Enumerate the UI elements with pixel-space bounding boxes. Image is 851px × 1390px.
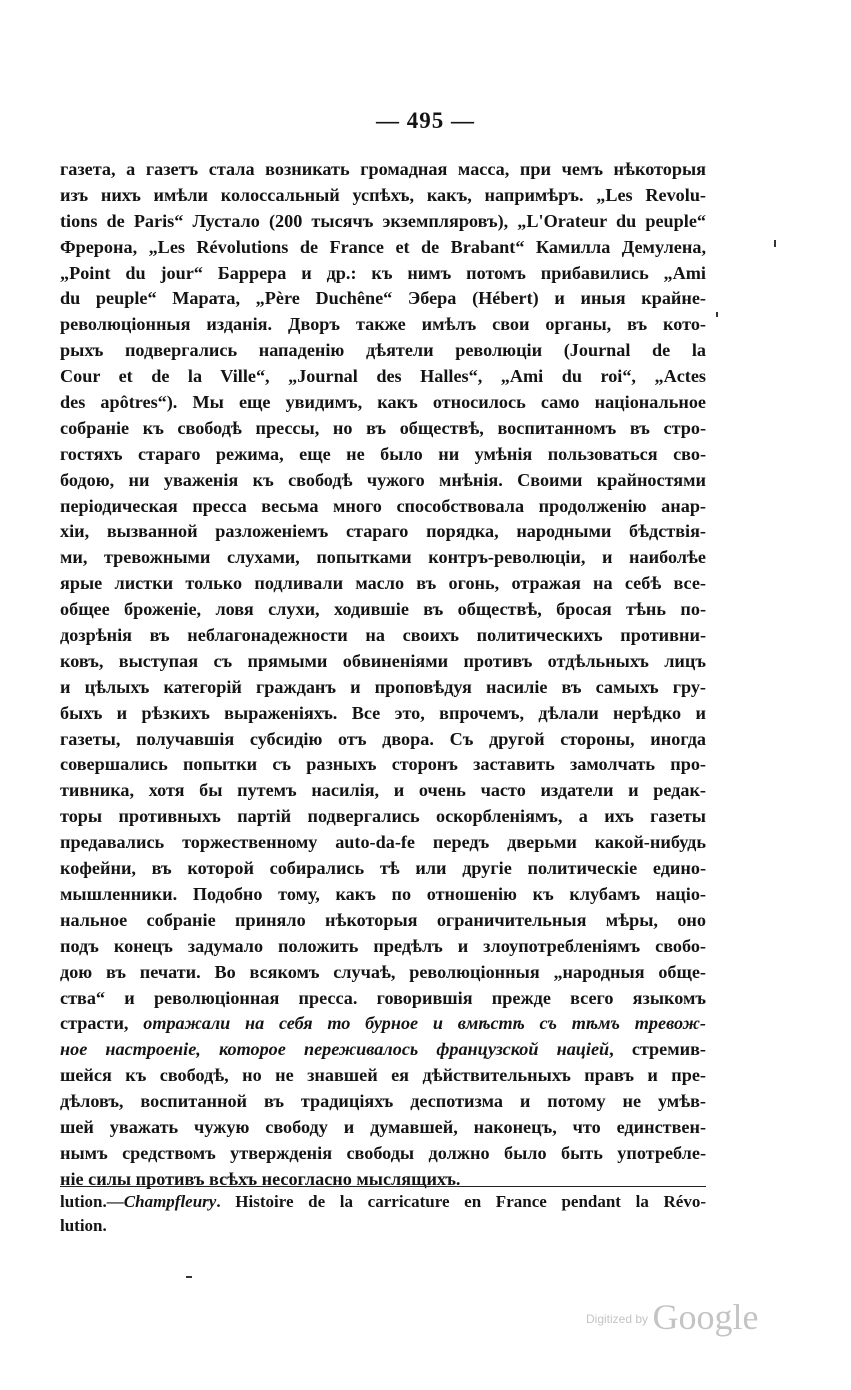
text-line: газеты, получавшія субсидію отъ двора. Съ другой стороны, иногда [60,728,706,749]
text-line: бодою, ни уваженія къ свободѣ чужого мнѣнія. Своими крайностями [60,469,706,490]
text-line: дою въ печати. Во всякомъ случаѣ, революціонныя „народныя обще- [60,961,706,982]
page-number: — 495 — [376,108,475,133]
emphasized-text: отражали на себя то бурное и вмѣстѣ съ тѣмъ тревож- [143,1013,706,1034]
text-line: des apôtres“). Мы еще увидимъ, какъ относилось само національное [60,392,706,413]
text-line: ковъ, выступая съ прямыми обвиненіями противъ отдѣльныхъ лицъ [60,650,706,671]
text-line: страсти, отражали на себя то бурное и вмѣстѣ съ тѣмъ тревож- [60,1013,706,1034]
text-line: быхъ и рѣзкихъ выраженіяхъ. Все это, впрочемъ, дѣлали нерѣдко и [60,702,706,723]
text-line: Cour et de la Ville“, „Journal des Halles“, „Ami du roi“, „Actes [60,366,706,387]
text-line: ми, тревожными слухами, попытками контръ-революціи, и наиболѣе [60,547,706,568]
text-line: ніе силы противъ всѣхъ несогласно мыслящихъ. [60,1168,461,1189]
text-line: шей уважать чужую свободу и думавшей, наконецъ, что единствен- [60,1116,706,1137]
footnote-line: lution.—Champfleury. Histoire de la carricature en France pendant la Révo- [60,1192,706,1211]
body-text [60,157,706,1193]
text-line: хіи, вызванной разложеніемъ стараго порядка, народными бѣдствія- [60,521,706,542]
text-line: общее броженіе, ловя слухи, ходившіе въ обществѣ, бросая тѣнь по- [60,599,706,620]
text-line: кофейни, въ которой собирались тѣ или другіе политическіе едино- [60,858,706,879]
text-line: гостяхъ стараго режима, еще не было ни умѣнія пользоваться сво- [60,443,706,464]
text-line: „Point du jour“ Баррера и др.: къ нимъ потомъ прибавились „Ami [60,262,706,283]
text-line: періодическая пресса весьма много способствовала продолженію анар- [60,495,706,516]
text-line: газета, а газетъ стала возникать громадная масса, при чемъ нѣкоторыя [60,159,706,179]
text-line: рыхъ подвергались нападенію дѣятели революціи (Journal de la [60,340,706,361]
text-line: дѣловъ, воспитанной въ традиціяхъ деспотизма и потому не умѣв- [60,1091,706,1112]
text-line: тивника, хотя бы путемъ насилія, и очень часто издатели и редак- [60,780,706,801]
text-line: дозрѣнія въ неблагонадежности на своихъ политическихъ противни- [60,625,706,646]
footnote-line: lution. [60,1216,107,1235]
text-line: торы противныхъ партій подвергались оскорбленіямъ, а ихъ газеты [60,806,706,827]
text-line: собраніе къ свободѣ прессы, но въ обществѣ, воспитанномъ въ стро- [60,417,706,438]
text-line: изъ нихъ имѣли колоссальный успѣхъ, какъ, напримѣръ. „Les Revolu- [60,184,706,205]
scan-speck [774,240,776,247]
text-line: предавались торжественному auto-da-fe передъ дверьми какой-нибудь [60,832,706,853]
text-line: du peuple“ Марата, „Père Duchêne“ Эбера (Hébert) и иныя крайне- [60,288,706,309]
footnote [60,1190,706,1238]
text-line: и цѣлыхъ категорій гражданъ и проповѣдуя насиліе въ самыхъ гру- [60,676,706,697]
emphasized-text: ное настроеніе, которое переживалось французской націей [60,1039,610,1060]
text-line: Фрерона, „Les Révolutions de France et de Brabant“ Камилла Демулена, [60,236,706,257]
text-line: совершались попытки съ разныхъ сторонъ заставить замолчать про- [60,754,706,775]
text-line: нымъ средствомъ утвержденія свободы должно было быть употребле- [60,1142,706,1163]
text-line: ства“ и революціонная пресса. говорившія прежде всего языкомъ [60,987,706,1008]
scan-speck [186,1276,192,1278]
text-line: ярые листки только подливали масло въ огонь, отражая на себѣ все- [60,573,706,594]
text-line: мышленники. Подобно тому, какъ по отношенію къ клубамъ націо- [60,883,706,904]
text-line: подъ конецъ задумало положить предѣлъ и злоупотребленіямъ свобо- [60,935,706,956]
text-line: ное настроеніе, которое переживалось французской націей, стремив- [60,1039,706,1060]
text-line: революціонныя изданія. Дворъ также имѣлъ свои органы, въ кото- [60,314,706,335]
footnote-author: Champfleury [123,1192,217,1211]
footnote-divider [60,1186,706,1187]
text-line: нальное собраніе приняло нѣкоторыя ограничительныя мѣры, оно [60,909,706,930]
scan-speck [716,312,718,317]
text-line: tions de Paris“ Лустало (200 тысячъ экземпляровъ), „L'Orateur du peuple“ [60,210,706,231]
text-line: шейся къ свободѣ, но не знавшей ея дѣйствительныхъ правъ и пре- [60,1065,706,1086]
digitized-by-google-watermark: $^{Digitized by}$ Google [586,1297,759,1337]
